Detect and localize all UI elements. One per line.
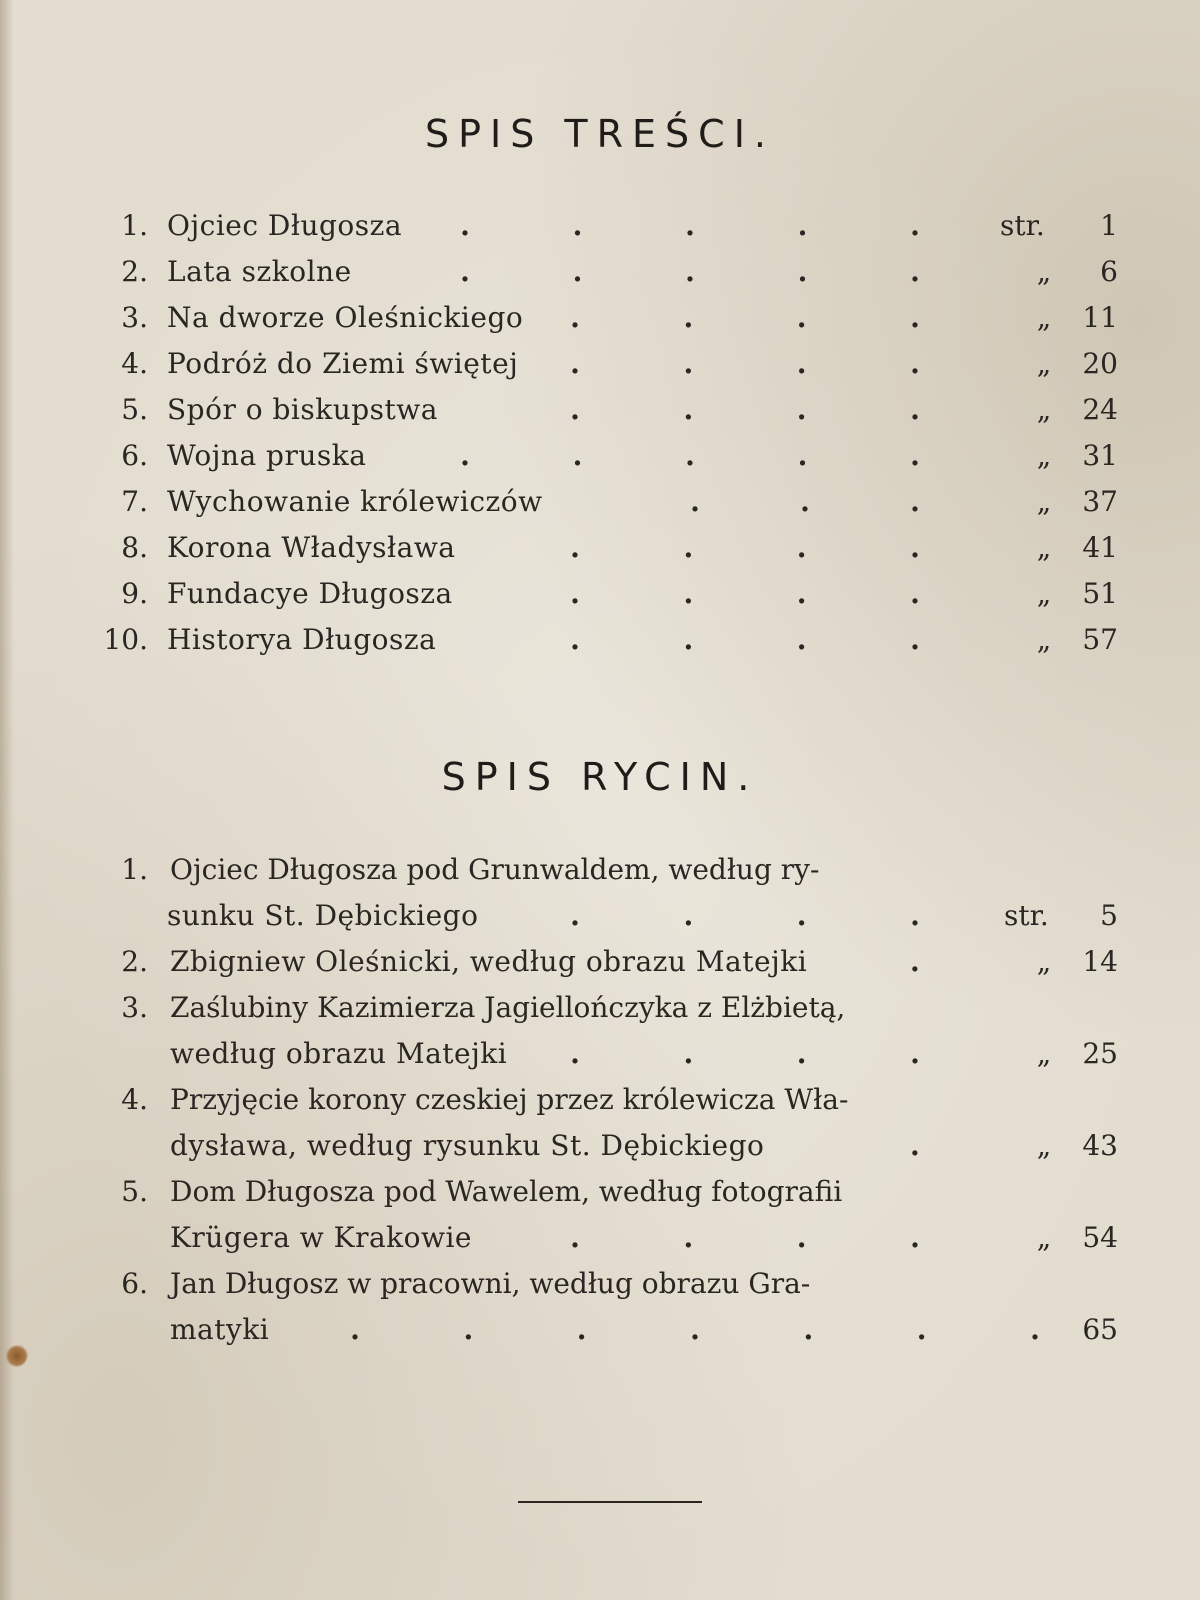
illustration-item-line	[0, 848, 1200, 894]
illustration-item-line	[0, 940, 1200, 986]
str-label: str.	[1004, 899, 1049, 932]
item-title: Na dworze Oleśnickiego	[167, 301, 524, 334]
illustration-item-line	[0, 1124, 1200, 1170]
contents-item	[0, 434, 1200, 478]
illustration-item-line	[0, 1308, 1200, 1354]
item-page: 20	[1082, 347, 1118, 380]
item-page: 57	[1082, 623, 1118, 656]
item-title-cont: sunku St. Dębickiego	[167, 899, 479, 932]
item-title: Zaślubiny Kazimierza Jagiellończyka z Elżbietą,	[170, 991, 846, 1024]
str-label: str.	[1000, 209, 1045, 242]
illustration-item-line	[0, 1032, 1200, 1078]
item-title-cont: według obrazu Matejki	[170, 1037, 508, 1070]
item-page: 41	[1082, 531, 1118, 564]
item-page: 24	[1082, 393, 1118, 426]
leader-dots: . . . .	[570, 531, 920, 564]
item-number: 2.	[121, 945, 148, 978]
illustration-item-line	[0, 986, 1200, 1032]
item-page: 1	[1100, 209, 1118, 242]
leader-dots: . . . . .	[460, 255, 920, 288]
item-page: 54	[1082, 1221, 1118, 1254]
item-number: 2.	[121, 255, 148, 288]
ditto-mark: „	[1036, 531, 1052, 564]
ditto-mark: „	[1036, 1037, 1052, 1070]
ditto-mark: „	[1036, 577, 1052, 610]
contents-item	[0, 296, 1200, 340]
ditto-mark: „	[1036, 301, 1052, 334]
item-page: 25	[1082, 1037, 1118, 1070]
leader-dots: . . . . . . .	[350, 1313, 1040, 1346]
leader-dots: . . . .	[570, 301, 920, 334]
item-number: 9.	[121, 577, 148, 610]
item-number: 1.	[121, 853, 148, 886]
item-number: 1.	[121, 209, 148, 242]
item-title: Wojna pruska	[167, 439, 367, 472]
item-page: 65	[1082, 1313, 1118, 1346]
contents-item	[0, 388, 1200, 432]
item-number: 5.	[121, 393, 148, 426]
leader-dots: . . . .	[570, 393, 920, 426]
ditto-mark: „	[1036, 485, 1052, 518]
item-title: Dom Długosza pod Wawelem, według fotografii	[170, 1175, 843, 1208]
item-number: 5.	[121, 1175, 148, 1208]
item-title-cont: dysława, według rysunku St. Dębickiego	[170, 1129, 765, 1162]
item-title-cont: matyki	[170, 1313, 270, 1346]
item-title: Ojciec Długosza pod Grunwaldem, według ry-	[170, 853, 820, 886]
item-title: Wychowanie królewiczów	[167, 485, 543, 518]
item-title: Przyjęcie korony czeskiej przez królewicza Wła-	[170, 1083, 849, 1116]
item-page: 37	[1082, 485, 1118, 518]
illustration-item-line	[0, 894, 1200, 940]
leader-dot: .	[910, 1129, 920, 1162]
ditto-mark: „	[1036, 945, 1052, 978]
illustration-item-line	[0, 1170, 1200, 1216]
contents-heading: SPIS TREŚCI.	[424, 112, 775, 156]
item-number: 8.	[121, 531, 148, 564]
leader-dots: . . . . .	[460, 209, 920, 242]
contents-item	[0, 204, 1200, 248]
contents-item	[0, 526, 1200, 570]
leader-dots: . . .	[690, 485, 920, 518]
item-page: 5	[1100, 899, 1118, 932]
item-number: 4.	[121, 1083, 148, 1116]
illustration-item-line	[0, 1262, 1200, 1308]
ditto-mark: „	[1036, 439, 1052, 472]
leader-dots: . . . .	[570, 899, 920, 932]
ditto-mark: „	[1036, 255, 1052, 288]
item-page: 11	[1082, 301, 1118, 334]
leader-dots: . . . .	[570, 1037, 920, 1070]
illustration-item-line	[0, 1216, 1200, 1262]
ditto-mark: „	[1036, 1221, 1052, 1254]
ditto-mark: „	[1036, 1129, 1052, 1162]
item-title: Ojciec Długosza	[167, 209, 403, 242]
item-number: 7.	[121, 485, 148, 518]
item-title-cont: Krügera w Krakowie	[170, 1221, 472, 1254]
illustration-item-line	[0, 1078, 1200, 1124]
item-number: 10.	[103, 623, 148, 656]
leader-dots: . . . .	[570, 577, 920, 610]
item-title: Korona Władysława	[167, 531, 456, 564]
closing-rule	[518, 1501, 702, 1503]
contents-item	[0, 342, 1200, 386]
item-number: 4.	[121, 347, 148, 380]
item-title: Zbigniew Oleśnicki, według obrazu Matejki	[170, 945, 808, 978]
contents-item	[0, 250, 1200, 294]
item-page: 14	[1082, 945, 1118, 978]
item-title: Historya Długosza	[167, 623, 437, 656]
item-title: Podróż do Ziemi świętej	[167, 347, 519, 380]
ditto-mark: „	[1036, 347, 1052, 380]
item-number: 3.	[121, 301, 148, 334]
item-number: 3.	[121, 991, 148, 1024]
ditto-mark: „	[1036, 623, 1052, 656]
item-page: 31	[1082, 439, 1118, 472]
item-title: Spór o biskupstwa	[167, 393, 438, 426]
leader-dot: .	[910, 945, 920, 978]
ditto-mark: „	[1036, 393, 1052, 426]
item-page: 43	[1082, 1129, 1118, 1162]
contents-item	[0, 480, 1200, 524]
leader-dots: . . . .	[570, 623, 920, 656]
item-number: 6.	[121, 1267, 148, 1300]
item-title: Fundacye Długosza	[167, 577, 453, 610]
contents-item	[0, 572, 1200, 616]
contents-item	[0, 618, 1200, 662]
item-number: 6.	[121, 439, 148, 472]
illustrations-heading: SPIS RYCIN.	[441, 755, 759, 799]
item-title: Lata szkolne	[167, 255, 352, 288]
leader-dots: . . . . .	[460, 439, 920, 472]
item-page: 51	[1082, 577, 1118, 610]
leader-dots: . . . .	[570, 347, 920, 380]
item-title: Jan Długosz w pracowni, według obrazu Gra-	[170, 1267, 811, 1300]
leader-dots: . . . .	[570, 1221, 920, 1254]
item-page: 6	[1100, 255, 1118, 288]
